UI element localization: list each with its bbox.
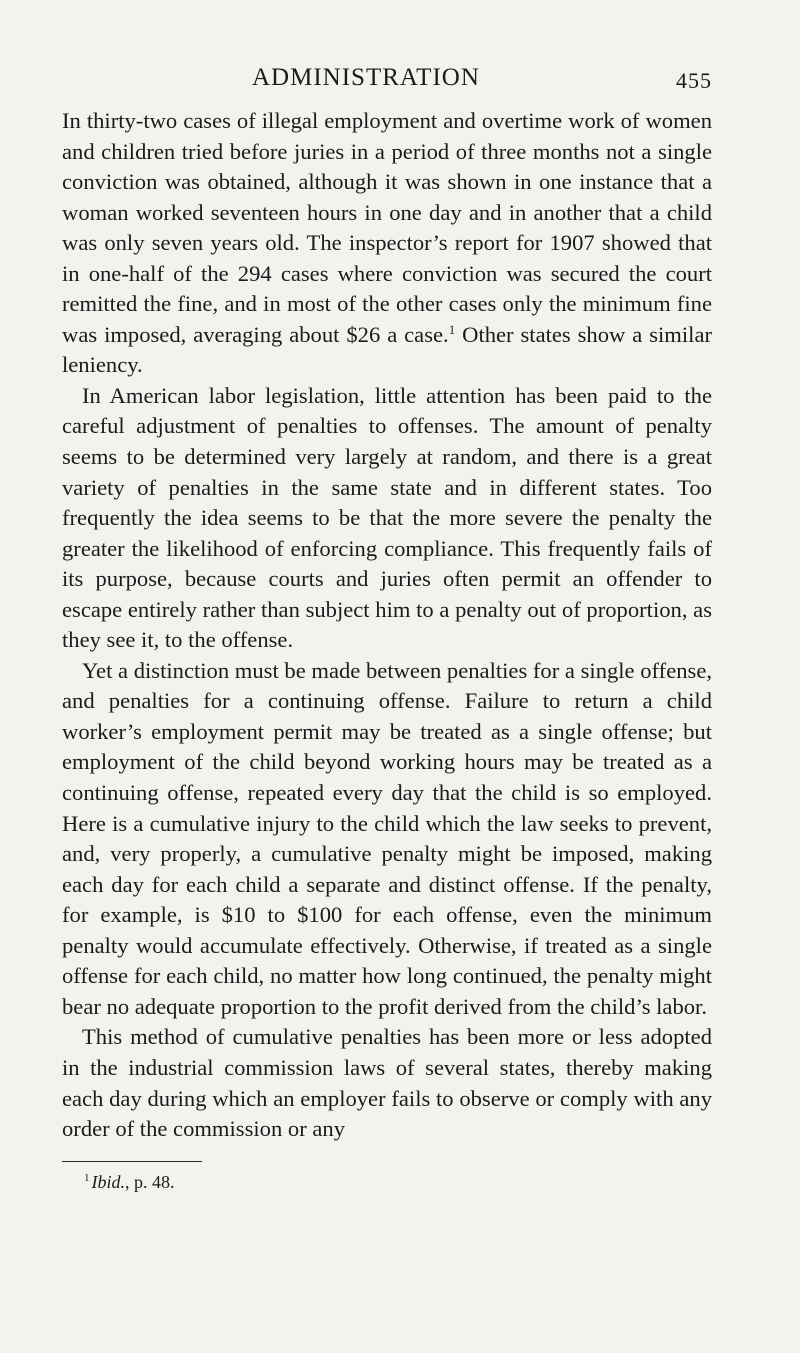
footnote-locator: , p. 48. [125,1171,175,1192]
running-title: ADMINISTRATION [252,64,480,91]
footnote-source: Ibid. [91,1171,125,1192]
paragraph-2: In American labor legislation, little attention has been paid to the careful adjustment of penalties to offenses. The amount of penalty seems to be determined very largely at random, and there is a great variety of penalties in the same state and in different states. Too frequently the idea seems to be that the more severe the penalty the greater the likelihood of enforcing compliance. This frequently fails of its purpose, because courts and juries often permit an offender to escape entirely rather than subject him to a penalty out of proportion, as they see it, to the offense. [62,382,712,653]
running-head [62,58,712,98]
paragraph-1-text-end: Other states show a similar leniency. [62,321,712,378]
body-text [62,106,712,1145]
paragraph-4: This method of cumulative penalties has been more or less adopted in the industrial commission laws of several states, thereby making each day during which an employer fails to observe or comply with any order of the commission or any [62,1024,712,1142]
footnote-divider [62,1161,202,1162]
paragraph-1 [62,106,712,381]
footnote [84,1170,712,1194]
footnote-marker: 1 [84,1171,90,1184]
paragraph-1-text: In thirty-two cases of illegal employment and overtime work of women and children tried before juries in a period of three months not a single conviction was obtained, although it was shown in one instance that a woman worked seventeen hours in one day and in another that a child was only seven years old. The inspector’s report for 1907 showed that in one-half of the 294 cases where conviction was secured the court remitted the fine, and in most of the other cases only the minimum fine was imposed, averaging about $26 a case. [62,108,712,347]
page-number: 455 [676,68,712,93]
paragraph-3: Yet a distinction must be made between penalties for a single offense, and penalties for a continuing offense. Failure to return a child worker’s employment permit may be treated as a single offense; but employment of the child beyond working hours may be treated as a continuing offense, repeated every day that the child is so employed. Here is a cumulative injury to the child which the law seeks to prevent, and, very properly, a cumulative penalty might be imposed, making each day for each child a separate and distinct offense. If the penalty, for example, is $10 to $100 for each offense, even the minimum penalty would accumulate effectively. Otherwise, if treated as a single offense for each child, no matter how long continued, the penalty might bear no adequate proportion to the profit derived from the child’s labor. [62,657,712,1019]
book-page [62,58,712,1194]
footnote-reference: 1 [448,321,456,337]
